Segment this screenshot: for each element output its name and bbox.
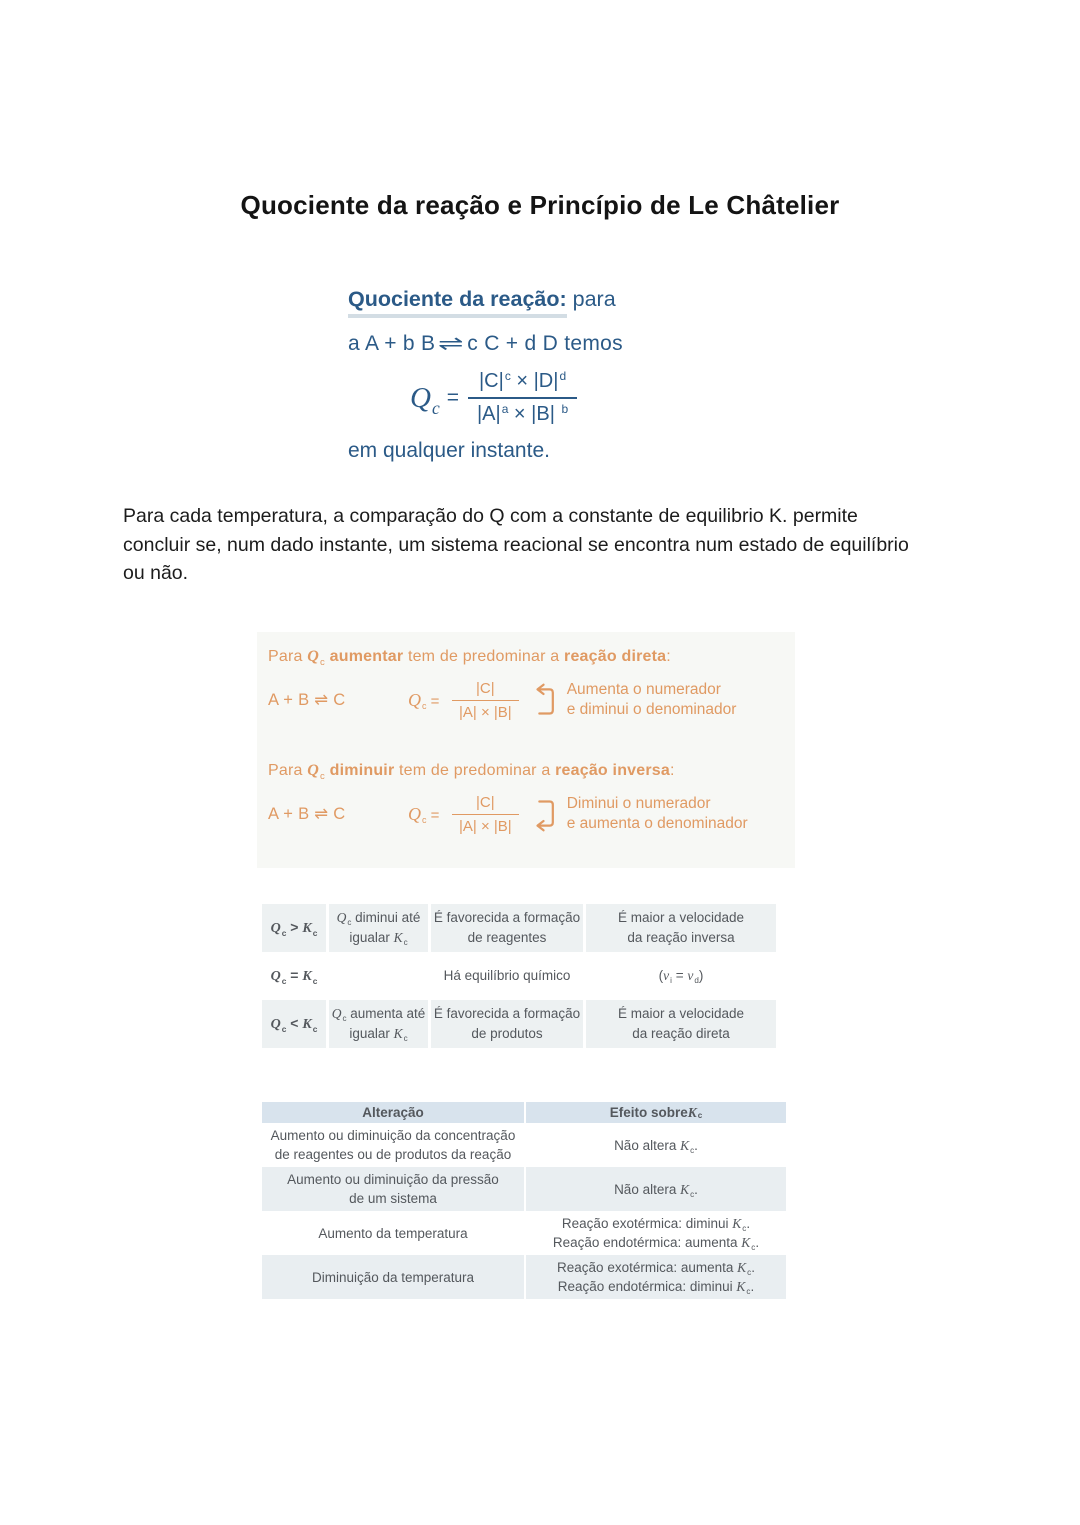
arrow-to-denominator-icon — [531, 796, 557, 833]
annotation-line: e diminui o denominador — [566, 701, 737, 718]
definition-heading-rest: para — [566, 287, 616, 311]
kc-effect-table — [262, 1102, 786, 1299]
annotation-text — [567, 680, 737, 720]
cell-line: $Q_c$ aumenta até — [331, 1006, 426, 1024]
general-reaction-equation — [348, 331, 623, 356]
table-cell — [431, 904, 583, 952]
annotation-line: Diminui o numerador — [566, 795, 711, 812]
alteration-cell — [262, 1255, 524, 1299]
cell-line: $Q_c$ diminui até — [336, 910, 421, 928]
table-cell — [431, 952, 583, 1000]
cell-line: igualar $K_c$ — [349, 930, 408, 948]
annotation-line: Aumenta o numerador — [566, 681, 721, 698]
qc-decrease-section — [268, 762, 791, 840]
cell-line: Reação endotérmica: diminui $K_c$. — [557, 1279, 755, 1297]
cell-line: Há equilíbrio químico — [443, 968, 571, 983]
equilibrium-harpoon: ⇌ — [438, 332, 465, 355]
table-cell — [586, 1000, 776, 1048]
table-cell — [586, 904, 776, 952]
table-cell — [329, 904, 428, 952]
reaction-left: a A + b B — [348, 332, 436, 355]
definition-tail: em qualquer instante. — [348, 439, 550, 462]
q-letter: Q — [410, 381, 431, 414]
intro-paragraph — [123, 502, 909, 588]
table-cell — [431, 1000, 583, 1048]
cell-line: $Q_c > K_c$ — [270, 919, 318, 938]
cell-line: Reação endotérmica: aumenta $K_c$. — [552, 1235, 760, 1253]
cell-line: de produtos — [471, 1026, 543, 1041]
reaction-quotient-definition — [348, 287, 623, 463]
qc-equals: $Q_c$ = — [408, 803, 440, 826]
table-cell — [262, 904, 326, 952]
cell-line: É favorecida a formação — [433, 910, 581, 925]
effect-cell — [526, 1211, 786, 1255]
annotation-line: e aumenta o denominador — [566, 815, 748, 832]
fraction-denominator: |A| × |B| — [459, 703, 512, 721]
column-header-efeito: Efeito sobre K $_c$ — [526, 1102, 786, 1123]
cell-line: Diminuição da temperatura — [311, 1269, 475, 1285]
example-reaction: A + B ⇌ C — [268, 691, 346, 709]
effect-cell — [526, 1123, 786, 1167]
cell-line: $(v_i = v_d)$ — [658, 968, 704, 986]
reaction-right: c C + d D temos — [467, 332, 623, 355]
qc-increase-section — [268, 648, 791, 726]
cell-line: da reação inversa — [627, 930, 735, 945]
cell-line: Aumento da temperatura — [318, 1225, 468, 1241]
annotation-text — [567, 794, 748, 834]
column-header-alteracao: Alteração — [262, 1102, 524, 1123]
cell-line: igualar $K_c$ — [349, 1026, 408, 1044]
paragraph-line: ou não. — [123, 562, 189, 584]
cell-line: É favorecida a formação — [433, 1006, 581, 1021]
alteration-cell — [262, 1211, 524, 1255]
fraction-denominator: |A| × |B| — [459, 817, 512, 835]
table-cell — [262, 952, 326, 1000]
example-reaction: A + B ⇌ C — [268, 805, 346, 823]
arrow-to-numerator-icon — [531, 682, 557, 719]
definition-heading-bold: Quociente da reação: — [348, 287, 567, 318]
cell-line: $Q_c = K_c$ — [270, 967, 318, 986]
effect-cell — [526, 1255, 786, 1299]
cell-line: $Q_c < K_c$ — [270, 1015, 318, 1034]
definition-heading — [348, 287, 623, 312]
cell-line: de reagentes — [467, 930, 547, 945]
qc-kc-comparison-table — [262, 904, 776, 1048]
section-equation-row — [268, 674, 791, 726]
fraction-numerator: $|C|^c \times |D|^d$ — [478, 369, 567, 392]
table-cell — [329, 1000, 428, 1048]
cell-line: É maior a velocidade — [617, 1006, 745, 1021]
cell-line: Aumento ou diminuição da concentração — [270, 1128, 516, 1143]
fraction-numerator: |C| — [476, 679, 495, 697]
cell-line: É maior a velocidade — [617, 910, 745, 925]
qc-behavior-infobox — [257, 632, 795, 868]
cell-line: Reação exotérmica: diminui $K_c$. — [561, 1216, 751, 1234]
q-symbol — [410, 381, 440, 418]
cell-line: Não altera $K_c$. — [614, 1181, 698, 1199]
page-title: Quociente da reação e Princípio de Le Châtelier — [240, 190, 840, 220]
alteration-cell — [262, 1123, 524, 1167]
fraction-denominator: $|A|^a \times |B|$ $^b$ — [476, 402, 569, 425]
cell-line: Aumento ou diminuição da pressão — [287, 1172, 499, 1187]
alteration-cell — [262, 1167, 524, 1211]
table-cell — [329, 952, 428, 1000]
table-cell — [262, 1000, 326, 1048]
paragraph-line: Para cada temperatura, a comparação do Q com a constante de equilibrio K. permite — [123, 505, 858, 527]
paragraph-line: concluir se, num dado instante, um sistema reacional se encontra num estado de equilíbrio — [123, 533, 909, 556]
cell-line: da reação direta — [632, 1026, 730, 1041]
qc-small-fraction — [452, 794, 519, 835]
qc-equals: $Q_c$ = — [408, 689, 440, 712]
effect-cell — [526, 1167, 786, 1211]
qc-small-fraction — [452, 680, 519, 721]
q-subscript: c — [431, 397, 440, 418]
cell-line: Não altera $K_c$. — [614, 1137, 698, 1155]
equals-sign: = — [446, 386, 459, 409]
section-equation-row — [268, 788, 791, 840]
fraction-numerator: |C| — [476, 793, 495, 811]
table-cell — [586, 952, 776, 1000]
cell-line: de reagentes ou de produtos da reação — [274, 1147, 512, 1162]
cell-line: Reação exotérmica: aumenta $K_c$. — [557, 1260, 755, 1278]
cell-line: de um sistema — [349, 1191, 437, 1206]
qc-fraction — [468, 369, 577, 427]
section-heading: Para $Q_c$ aumentar tem de predominar a reação direta: — [268, 648, 671, 669]
qc-formula — [410, 369, 623, 427]
section-heading: Para $Q_c$ diminuir tem de predominar a reação inversa: — [268, 762, 675, 783]
